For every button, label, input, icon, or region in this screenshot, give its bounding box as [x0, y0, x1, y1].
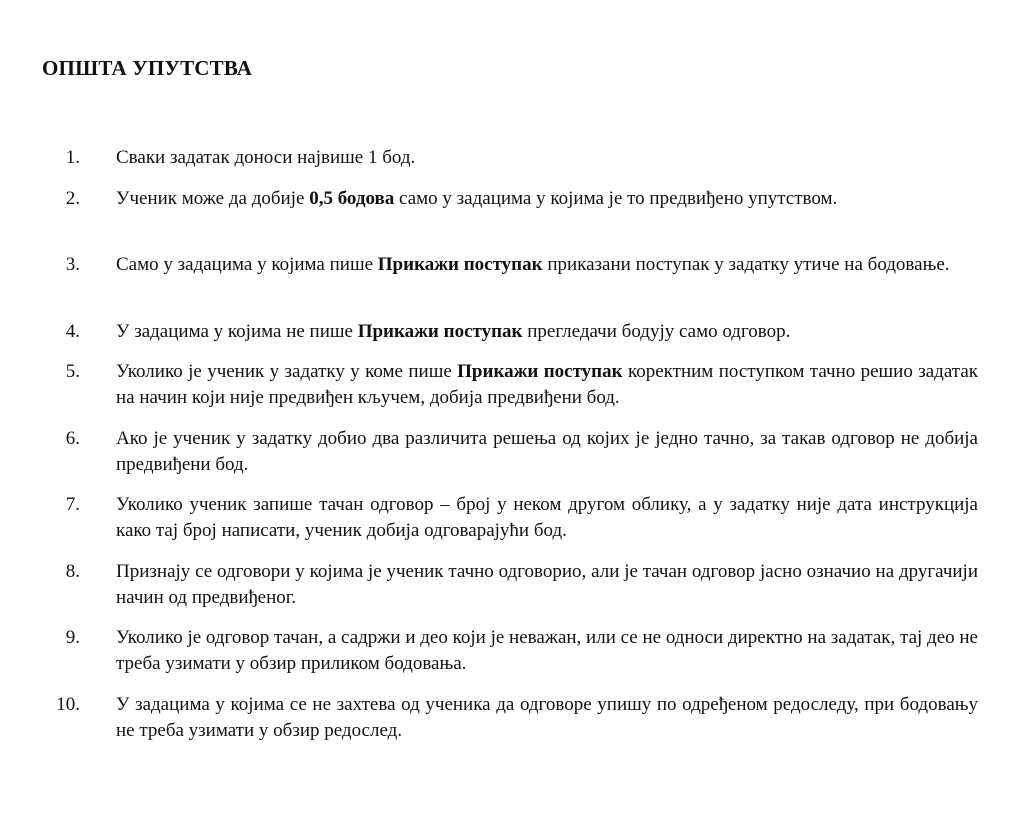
item-text: [116, 426, 978, 478]
item-text: [116, 559, 978, 611]
item-text-segment: Ученик може да добије: [116, 187, 310, 209]
item-text-segment: приказани поступак у задатку утиче на бодовање.: [542, 254, 950, 275]
item-text-segment: Само у задацима у којима пише: [116, 254, 378, 275]
list-item: [0, 359, 1024, 411]
item-number: 10.: [56, 693, 80, 715]
item-text-segment: Уколико ученик запише тачан одговор – број у неком другом облику, а у задатку није дата инструкција како тај број написати, ученик добија одговарајући бод.: [116, 494, 978, 541]
list-item: [0, 252, 1024, 304]
page-title: ОПШТА УПУТСТВА: [42, 56, 253, 80]
item-number: 4.: [65, 320, 80, 342]
item-text: [116, 625, 978, 677]
item-text-segment: Уколико је ученик у задатку у коме пише: [116, 361, 458, 382]
item-text: [116, 319, 978, 345]
item-text-segment: Ако је ученик у задатку добио два различита решења од којих је једно тачно, за такав одговор не добија предвиђени бод.: [116, 427, 978, 475]
list-item: [0, 426, 1024, 478]
item-text-segment: Признају се одговори у којима је ученик тачно одговорио, али је тачан одговор јасно означио на другачији начин од предвиђеног.: [116, 560, 978, 608]
item-text-segment: само у задацима у којима је то предвиђено упутством.: [394, 187, 838, 209]
item-text-segment: коректним поступком тачно решио задатак на начин који није предвиђен кључем, добија предвиђени бод.: [116, 361, 978, 408]
item-number: 8.: [65, 560, 80, 582]
item-number: 6.: [65, 427, 80, 449]
list-item: [0, 186, 1024, 238]
item-text-segment: У задацима у којима не пише: [116, 320, 358, 342]
instructions-list: [0, 145, 1024, 758]
item-text-bold: Прикажи поступак: [457, 361, 623, 382]
list-item: [0, 145, 1024, 171]
item-number: 5.: [65, 361, 80, 382]
item-text-segment: Сваки задатак доноси највише 1 бод.: [116, 147, 416, 168]
item-text: [116, 145, 978, 171]
list-item: [0, 625, 1024, 677]
item-text: [116, 186, 978, 212]
item-text: [116, 252, 978, 278]
item-text-segment: Уколико је одговор тачан, а садржи и део који је неважан, или се не односи директно на задатак, тај део не треба узимати у обзир приликом бодовања.: [116, 627, 978, 674]
item-number: 2.: [65, 187, 80, 209]
item-number: 1.: [65, 147, 80, 168]
item-number: 3.: [65, 254, 80, 275]
item-text-segment: У задацима у којима се не захтева од ученика да одговоре упишу по одређеном редоследу, при бодовању не треба узимати у обзир редослед.: [116, 693, 978, 741]
list-item: [0, 692, 1024, 744]
item-text: [116, 359, 978, 411]
item-text-segment: прегледачи бодују само одговор.: [522, 320, 791, 342]
item-text: [116, 692, 978, 744]
item-number: 7.: [65, 494, 80, 515]
item-text-bold: Прикажи поступак: [377, 254, 543, 275]
item-text: [116, 492, 978, 544]
list-item: [0, 319, 1024, 345]
item-text-bold: Прикажи поступак: [357, 320, 523, 342]
list-item: [0, 492, 1024, 544]
item-text-bold: 0,5 бодова: [309, 187, 395, 209]
item-number: 9.: [65, 627, 80, 648]
list-item: [0, 559, 1024, 611]
